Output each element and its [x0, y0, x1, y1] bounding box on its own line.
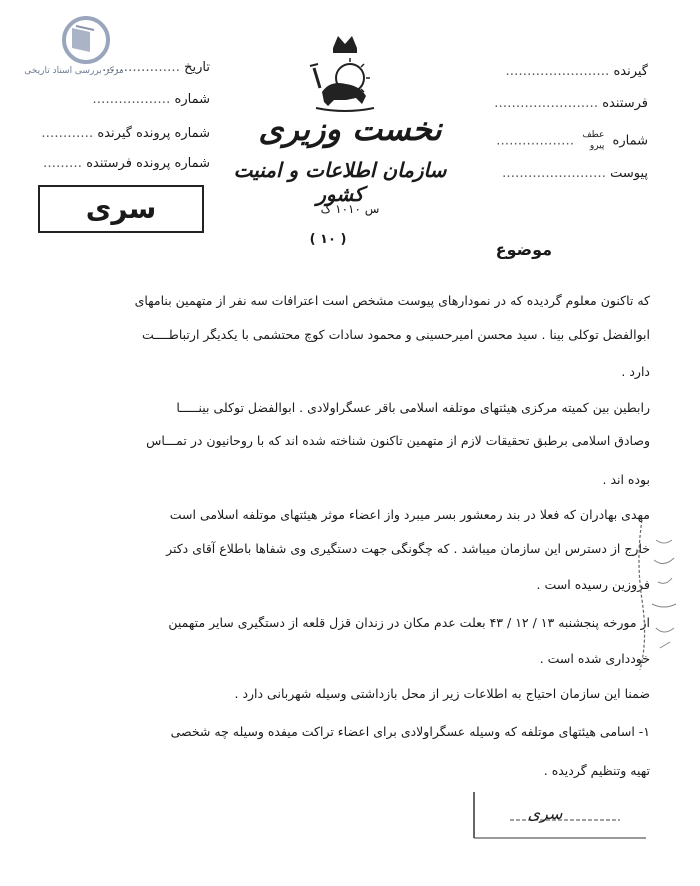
lion-and-sun-emblem-icon — [300, 28, 390, 113]
field-date: تاریخ ……………… — [101, 60, 210, 75]
margin-handwritten-note — [634, 520, 692, 670]
body-line: ۱- اسامی هیئتهای موتلفه که وسیله عسگراولادی برای اعضاء تراکت میفده وسیله چه شخصی — [170, 724, 650, 739]
field-label: گیرنده — [613, 64, 648, 79]
field-recipient-file-number: شماره پرونده گیرنده ………… — [41, 126, 210, 141]
body-line: از مورخه پنجشنبه ۱۳ / ۱۲ / ۴۳ بعلت عدم مکان در زندان قزل قلعه از دستگیری سایر متهمین — [168, 615, 650, 630]
classification-text: سری — [85, 192, 157, 225]
body-line: ضمنا این سازمان احتیاج به اطلاعات زیر از محل بازداشتی وسیله شهربانی دارد . — [234, 686, 650, 701]
body-line: بوده اند . — [602, 472, 650, 487]
body-line: رابطین بین کمیته مرکزی هیئتهای موتلفه اسلامی باقر عسگراولادی . ابوالفضل توکلی بینـــــا — [176, 400, 650, 415]
signature-text: سری — [527, 804, 563, 823]
body-line: دارد . — [621, 364, 650, 379]
field-letter-number: شماره ……………… — [92, 92, 210, 107]
field-label: تاریخ — [184, 60, 210, 75]
field-label: شماره — [612, 133, 648, 149]
body-line: تهیه وتنظیم گردیده . — [543, 763, 650, 778]
field-label: شماره — [174, 92, 210, 107]
field-sublabel-reference: عطف — [582, 130, 605, 140]
field-label: شماره پرونده گیرنده — [97, 126, 210, 141]
archive-logo-icon — [14, 14, 134, 66]
body-line: خارج از دسترس این سازمان میباشد . که چگونگی جهت دستگیری وی شفاها باطلاع آقای دکتر — [166, 541, 650, 556]
body-line: مهدی بهادران که فعلا در بند رمعشور بسر میبرد واز اعضاء موثر هیئتهای موتلفه اسلامی است — [169, 507, 650, 522]
body-line: فروزین رسیده است . — [536, 577, 650, 592]
watermark-text: مرکز بررسی اسناد تاریخی — [24, 66, 124, 76]
field-sublabel-following: پیرو — [589, 141, 605, 151]
body-line: ابوالفضل توکلی بینا . سید محسن امیرحسینی و محمود سادات کوچ محتشمی با یکدیگر ارتباطــــت — [141, 327, 650, 342]
field-recipient: گیرنده …………………… — [505, 64, 648, 79]
organization-title: سازمان اطلاعات و امنیت کشور — [233, 158, 447, 206]
field-number: شماره عطف پیرو ……………… — [496, 130, 648, 151]
body-line: که تاکنون معلوم گردیده که در نمودارهای پیوست مشخص است اعترافات سه نفر از متهمین بنامهای — [134, 293, 650, 308]
field-sender: فرستنده …………………… — [494, 96, 648, 111]
field-sender-file-number: شماره پرونده فرستنده ……… — [43, 156, 210, 171]
field-attachment: پیوست …………………… — [501, 166, 648, 181]
signature-box — [470, 790, 650, 842]
body-line: خودداری شده است . — [539, 651, 650, 666]
subject-label: موضوع — [495, 240, 552, 259]
document-number: ( ۱۰ ) — [309, 232, 347, 247]
field-label: شماره پرونده فرستنده — [86, 156, 210, 171]
office-code: س ۱۰۱۰ ک — [320, 202, 380, 216]
field-label: پیوست — [610, 166, 648, 181]
field-label: فرستنده — [602, 96, 648, 111]
body-line: وصادق اسلامی برطبق تحقیقات لازم از متهمین تاکنون شناخته شده اند که با روحانیون در تمـــاس — [146, 433, 650, 448]
classification-stamp — [38, 185, 204, 233]
ministry-title: نخست وزیری — [258, 110, 442, 148]
